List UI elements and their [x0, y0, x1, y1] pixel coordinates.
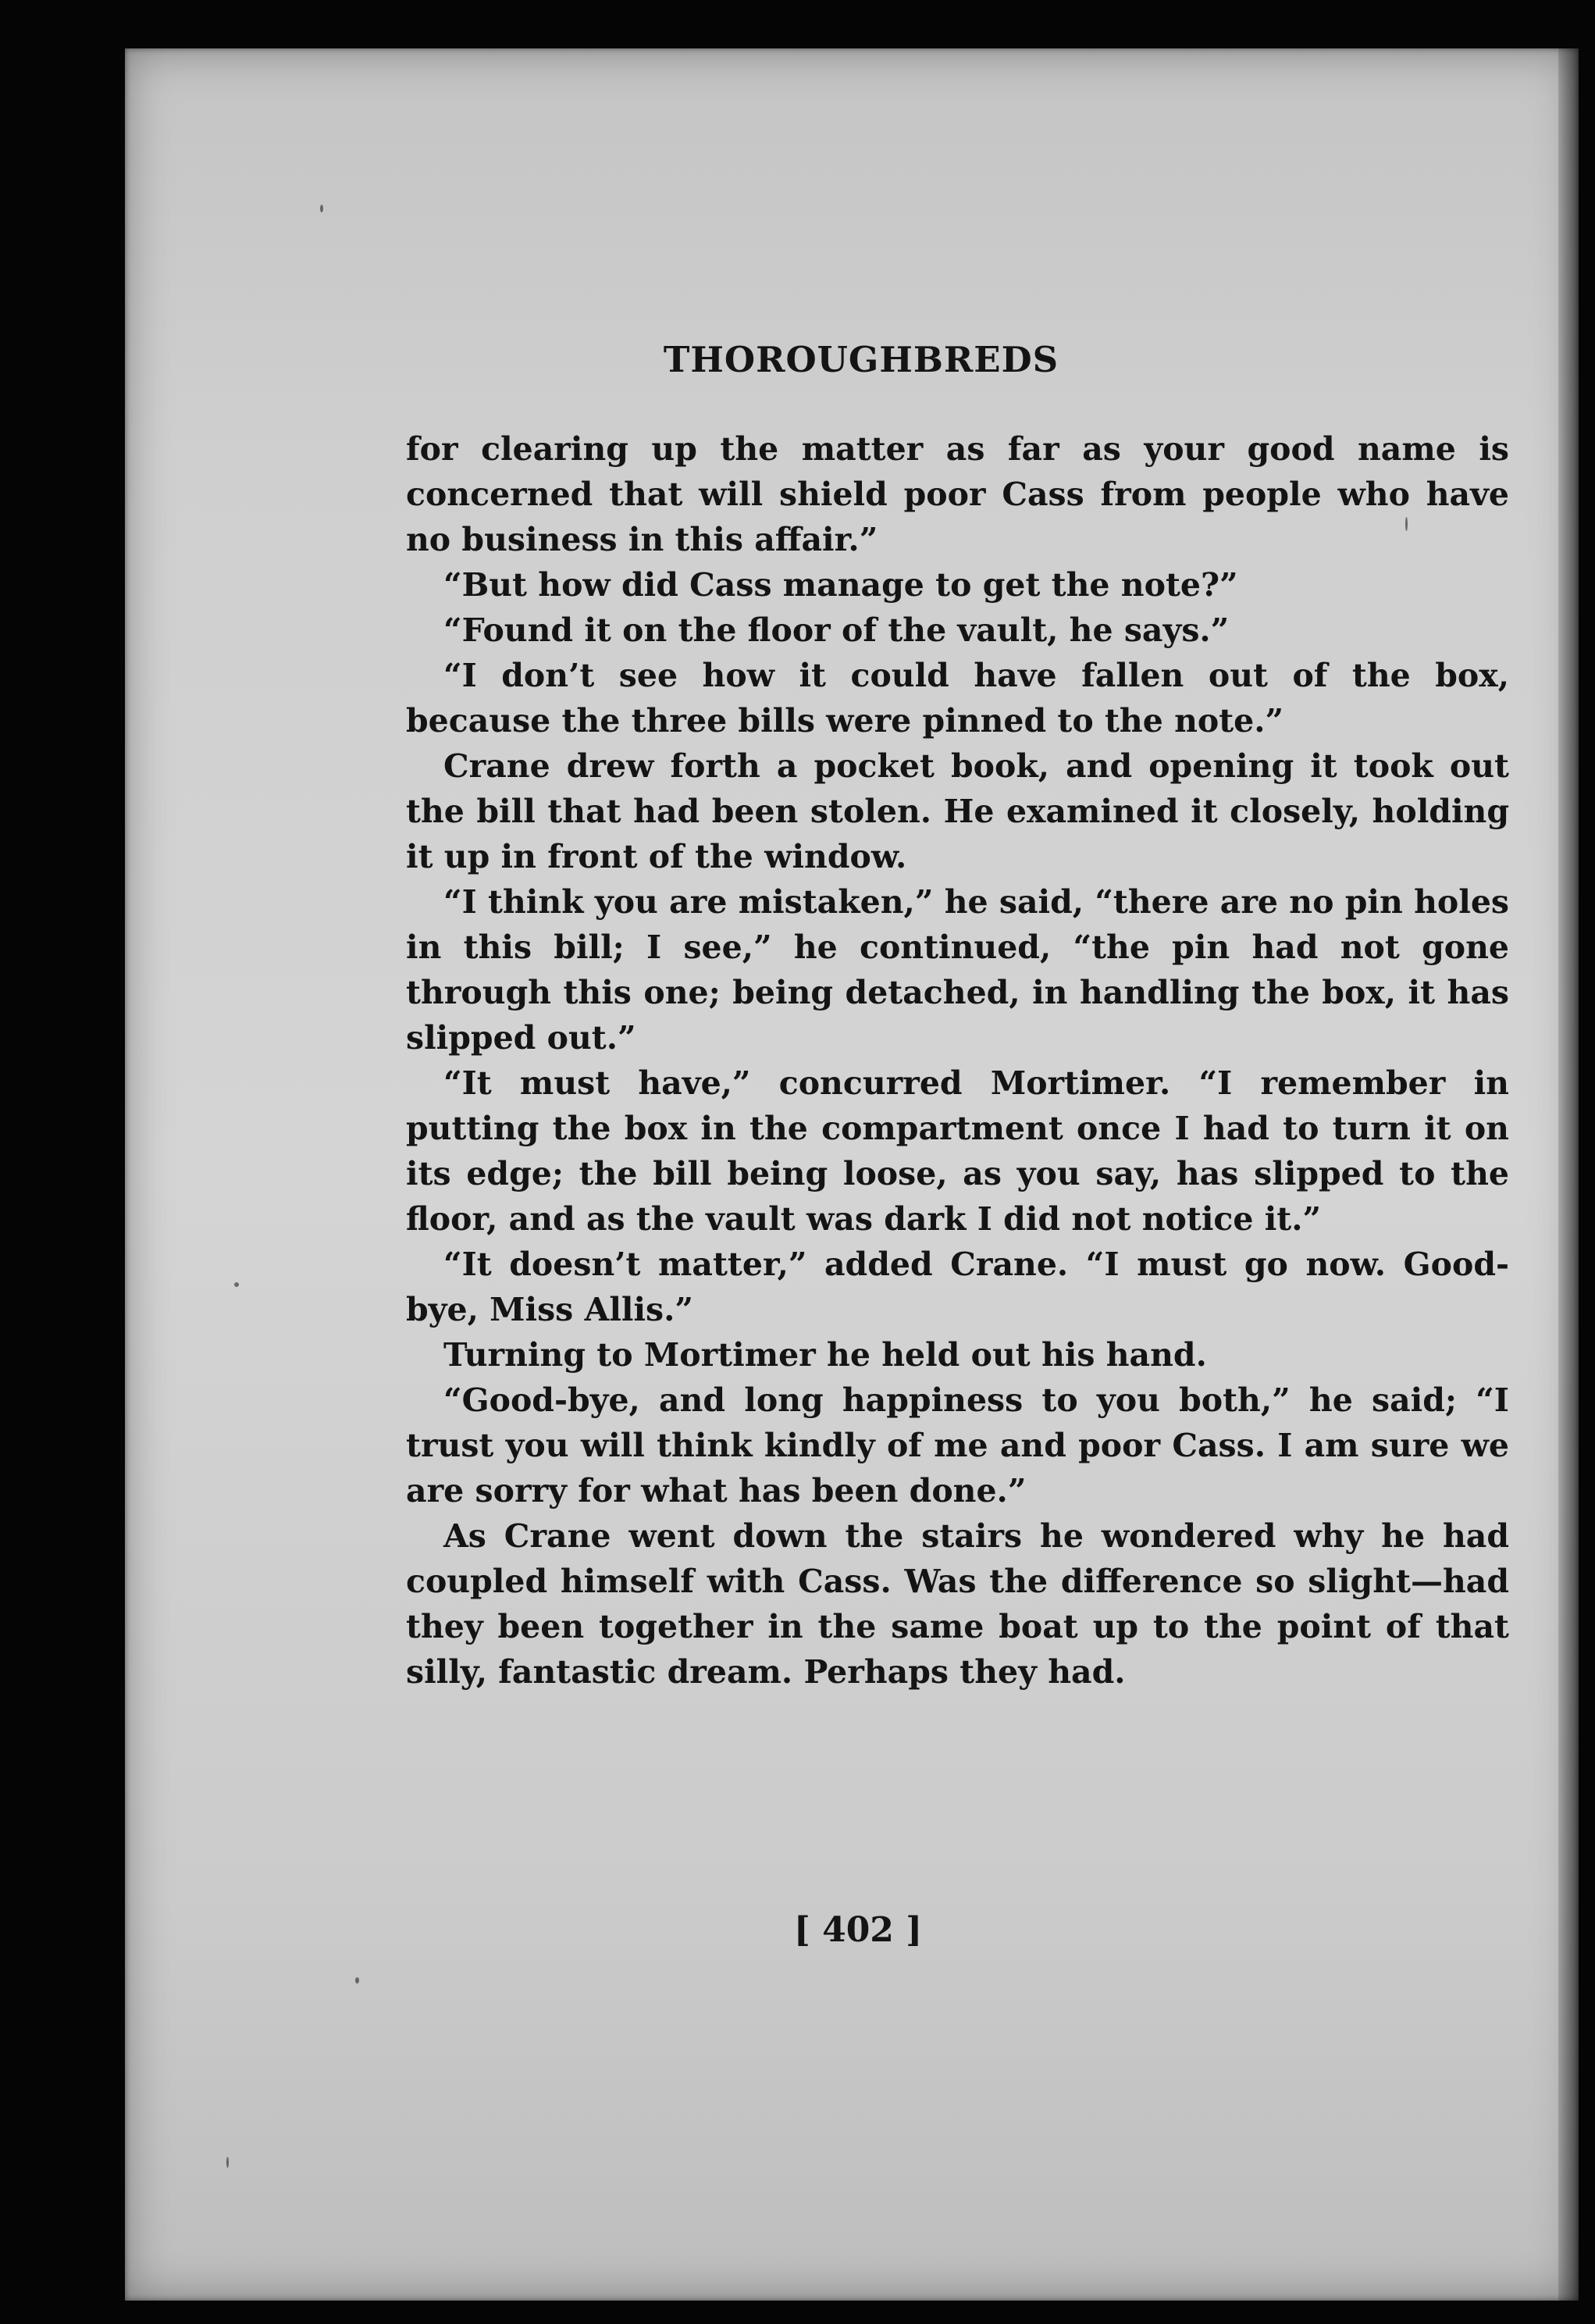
paragraph: As Crane went down the stairs he wondered why he had coupled himself with Cass. Was the difference so slight—had they been together in the same boat up to the point of that silly, fantastic dream. Perhaps they had.	[406, 1517, 1509, 1691]
scan-speck	[234, 1282, 239, 1287]
paragraph: “It doesn’t matter,” added Crane. “I must go now. Good-bye, Miss Allis.”	[406, 1246, 1509, 1328]
page-number: [ 402 ]	[793, 1910, 923, 1950]
book-page	[125, 48, 1579, 2301]
page-edge-shadow	[1558, 48, 1579, 2301]
scan-speck	[226, 2157, 229, 2168]
paragraph: “I think you are mistaken,” he said, “there are no pin holes in this bill; I see,” he continued, “the pin had not gone through this one; being detached, in handling the box, it has slipped out.”	[406, 883, 1509, 1057]
paragraph: “It must have,” concurred Mortimer. “I remember in putting the box in the compartment once I had to turn it on its edge; the bill being loose, as you say, has slipped to the floor, and as the vault was dark I did not notice it.”	[406, 1064, 1509, 1238]
paragraph: “Found it on the floor of the vault, he says.”	[443, 611, 1230, 649]
scan-speck	[355, 1977, 359, 1984]
paragraph: “But how did Cass manage to get the note?”	[443, 566, 1238, 604]
running-head: THOROUGHBREDS	[663, 339, 1059, 380]
paragraph: for clearing up the matter as far as your good name is concerned that will shield poor Cass from people who have no business in this affair.”	[406, 430, 1509, 558]
paragraph: “I don’t see how it could have fallen out of the box, because the three bills were pinned to the note.”	[406, 657, 1509, 740]
paragraph: Crane drew forth a pocket book, and opening it took out the bill that had been stolen. He examined it closely, holding it up in front of the window.	[406, 747, 1509, 875]
paragraph: “Good-bye, and long happiness to you both,” he said; “I trust you will think kindly of me and poor Cass. I am sure we are sorry for what has been done.”	[406, 1381, 1509, 1510]
paragraph: Turning to Mortimer he held out his hand.	[443, 1336, 1207, 1374]
scan-speck	[320, 205, 323, 212]
page-body-text	[406, 426, 1509, 1695]
